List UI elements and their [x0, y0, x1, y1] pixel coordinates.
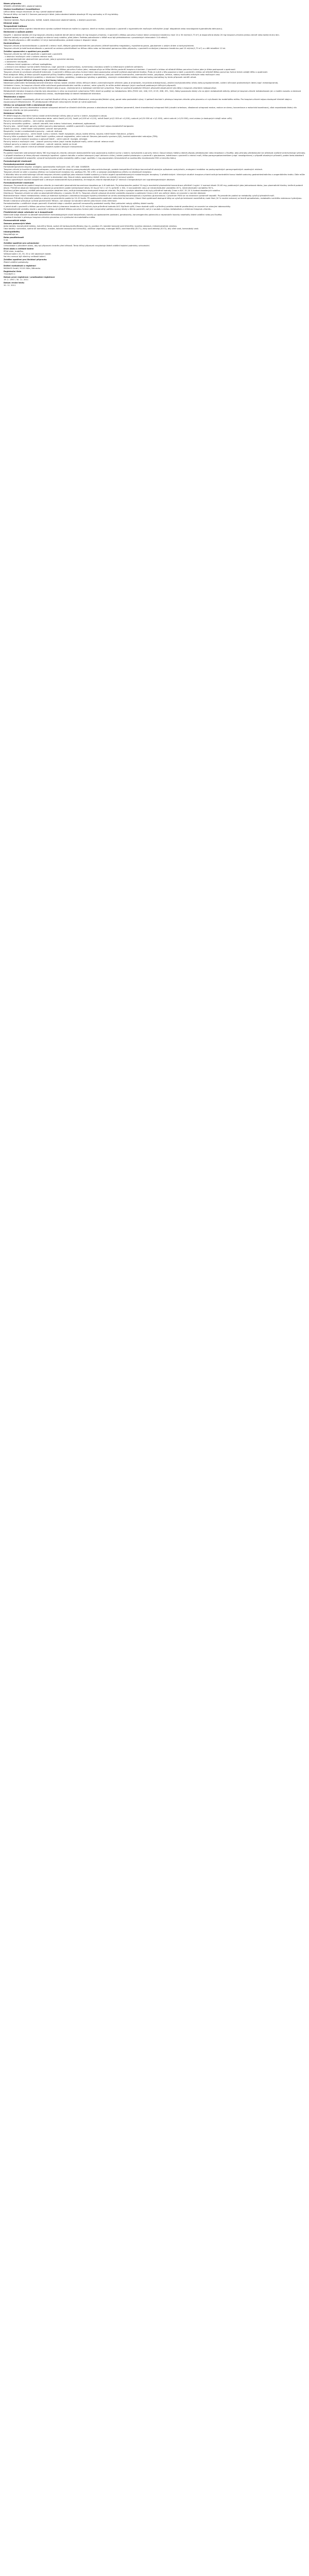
paragraph: Obalená tableta. Popis přípravku: hnědé, kulaté, bikonvexní obalené tablety, s lesklým povrchem.: [4, 19, 97, 22]
paragraph: Poruchy kůže a podkožní tkáně – méně časté: vyrážka; vzácné: angioedém; velmi vzácné: Stevens-Johnsonův syndrom (SJS), toxická epidermální nekrolýza (TEN).: [4, 135, 158, 138]
paragraph: - s obstrukcí močových cest s rizikem retence moči,: [4, 55, 53, 58]
section-heading: Registrační číslo: [4, 270, 22, 273]
paragraph: V případě intoxikace je třeba přijmout následující opatření: výplach žaludku a snížení absorpce (např. aktivním uhlím), lokální podání pilokarpinu u pacientů s glaukomem, katetrizace u pacientů s retencí moči, léčba parasympatomimetikem (např. neostigminem) v případě závažných příznaků, podání beta-blokátorů v případě nedostatečné odpovědi, výrazné tachykardie a/nebo nestability oběhu (např. zpočátku 1 mg propranololu intravenózně za současného monitorování EKG a krevního tlaku).: [4, 154, 304, 159]
section-heading: Farmakologické vlastnosti: [4, 160, 32, 162]
section-heading: Kontraindikace: [4, 42, 20, 44]
paragraph: U potkanů dochází k přestupu trospium-chloridu placentou a k vylučování do mateřského mléka.: [4, 216, 96, 218]
paragraph: Poruchy imunitního systému – není známo: anafylaxe.: [4, 120, 55, 123]
paragraph: Frekvence nežádoucích účinků je definována takto: velmi časté (≥1/10), časté (≥1/100 až <1/10), méně časté (≥1/1 000 až <1/100), vzácné (≥1/10 000 až <1/1 000), velmi vzácné (<1/10 000), není známo (z dostupných údajů nelze určit).: [4, 117, 233, 120]
paragraph: Inhibice absorpce trospium-chloridu léčivými látkami jako je guar, cholestyramin a kolestipol nemůže být vyloučena. Proto se současné podávání léčivých přípravků obsahujících tyto látky s trospium-chloridem nedoporučuje.: [4, 87, 217, 90]
paragraph: Obalené tablety se polykají celé a zapíjejí se sklenicí vody nalačno, před jídlem. Potřeba pokračování v léčbě musí být přehodnocena v pravidelných intervalech 3–6 měsíců.: [4, 36, 168, 39]
section-heading: Interakce s jinými léčivými přípravky a jiné formy interakce: [4, 79, 67, 82]
section-heading: Farmaceutické údaje: [4, 219, 26, 222]
section-heading: Dávkování a způsob podání: [4, 31, 33, 33]
paragraph: Biotransformace: Hlavní metabolickou cestou je esterová hydrolýza s následnou konjugací kyseliny benzilové za vzniku azoniaspironortropanolu s kyselinou glukuronovou. Cytochrom P450 se na clearance významně nepodílí. Po perorálním podání se metabolity vylučují převážně močí.: [4, 195, 275, 197]
paragraph: Vyšetření – velmi vzácné: mírné až středně závažné zvýšení sérových transamináz.: [4, 146, 83, 148]
paragraph: Dospělí: 1 obalená tableta (20 mg trospium-chloridu) dvakrát denně (denní dávka 40 mg trospium-chloridu). U pacientů s těžkou poruchou funkce ledvin (clearance kreatininu mezi 10 a 30 ml/min/1,73 m²) je doporučená dávka 20 mg trospium-chloridu jednou denně nebo každý druhý den.: [4, 33, 280, 36]
paragraph: Žádné zvláštní požadavky.: [4, 261, 29, 264]
paragraph: Obal tablety: sacharóza, sodná sůl karmelózy, mastek, koloidní bezvodý oxid křemičitý, uhličitan vápenatý, makrogol 8000, oxid titaničitý (E171), žlutý oxid železitý (E172), bílý včelí vosk, karnaubský vosk.: [4, 227, 199, 230]
section-heading: Držitel rozhodnutí o registraci: [4, 264, 36, 267]
paragraph: Trospium-chlorid se váže s vysokou afinitou na muskarinové receptory tzv. podtypy M1, M2 a M3, a vykazuje zanedbatelnou afinitu na nikotinové receptory.: [4, 171, 152, 173]
paragraph: Trospium-chlorid je kontraindikován u pacientů s retencí moči, těžkými gastrointestinálními poruchami (včetně toxického megakolon), myasthenia gravis, glaukomem s úzkým úhlem a tachyarytmiemi.: [4, 44, 195, 47]
paragraph: Vzhledem k tomu, že trospium-chlorid může ovlivňovat gastrointestinální motilitu a sekreci, nelze vyloučit, že může změnit absorpci jiných současně podávaných léčivých přípravků.: [4, 84, 176, 87]
paragraph: 73/106/97-C: [4, 273, 15, 275]
section-heading: Název přípravku: [4, 3, 22, 5]
section-heading: Léková forma: [4, 16, 19, 19]
section-heading: Farmakodynamické vlastnosti: [4, 163, 36, 165]
paragraph: PP/Al blistr, krabička.: [4, 250, 24, 253]
section-heading: Farmakokinetické vlastnosti: [4, 182, 34, 184]
paragraph: Metabolické interakce trospium-chloridu byly zkoumány in vitro na enzymech cytochromu P450, které se podílejí na metabolismu léčiv (P450 1A2, 2A6, 2C9, 2C19, 2D6, 2E1, 3A4). Nebyl pozorován žádný vliv na jejich metabolické aktivity. Jelikož je trospium-chlorid metabolizován jen v malém rozsahu a esterová hydrolýza je jedinou relevantní metabolickou cestou, nepředpokládají se žádné metabolické interakce.: [4, 90, 301, 95]
paragraph: - u kterých není žádoucí rychlá srdeční frekvence, např. pacienti s hypertyreózou, ischemickou chorobou srdeční a městnavým srdečním selháním.: [4, 66, 144, 69]
section-heading: Druh obalu a velikost balení: [4, 248, 34, 250]
section-heading: Účinky na schopnost řídit a obsluhovat stroje: [4, 104, 53, 106]
paragraph: Gastrointestinální poruchy – velmi časté: sucho v ústech; časté: dyspepsie, zácpa, bolest břicha, nauzea; méně časté: flatulence, průjem.: [4, 133, 135, 135]
paragraph: Trospium-chlorid je vylučován převážně ledvinami. U pacientů s těžkou poruchou funkce ledvin byla pozorována výrazně zvýšená plazmatická hladina. Proto je nutné u této populace a také u pacientů s lehkou až středně těžkou poruchou funkce ledvin zahájit léčbu s opatrností.: [4, 71, 268, 74]
paragraph: 5 let.: [4, 239, 9, 242]
section-heading: Zvláštní opatření pro likvidaci přípravku: [4, 259, 47, 261]
paragraph: Velikost balení: 20, 30, 50 a 100 obalených tablet.: [4, 253, 52, 256]
paragraph: Na trhu nemusí být všechny velikosti balení.: [4, 256, 46, 258]
paragraph: Celkové poruchy a reakce v místě aplikace – vzácné: astenie, bolest na hrudi.: [4, 143, 78, 146]
paragraph: Následující potenciální farmakodynamické interakce mohou nastat: zesílení účinku léčivých látek s anticholinergním účinkem (jako je amantadin, tricyklická antidepresiva), zesílení tachykardického účinku beta-sympatomimetik, snížení účinnosti prokinetických látek (např. metoklopramid).: [4, 82, 279, 84]
section-heading: Klinické údaje: [4, 22, 19, 25]
paragraph: - s autonomní neuropatií,: [4, 60, 28, 63]
paragraph: Absorpce: Po perorálním podání trospium-chloridu je maximální plazmatická koncentrace dosažena po 4–6 hodinách. Po jednorázovém podání 20 mg je maximální plazmatická koncentrace přibližně 4 ng/ml. V rozmezí dávek 20–60 mg, podávaných jako jednorázová dávka, jsou plazmatické hladiny úměrné podané dávce. Průměrná absolutní biologická dostupnost po perorálním podání jednorázové dávky 20 mg je 9,6 ± 4,5 % (průměr ± SD). V rovnovážném stavu je intraindividuální variabilita 16 %, interindividuální variabilita 36 %.: [4, 184, 303, 190]
section-heading: Zvláštní upozornění a opatření pro použití: [4, 50, 49, 53]
paragraph: Trospium-chlorid je kvartérní derivát nortropanu, a proto patří do skupiny parasympatolytik nebo anticholinergik, protože kompetitivně inhibuje koncentračně závislým způsobem acetylcholin, endogenní mediátor na postsynaptických parasympatických vazebných místech.: [4, 168, 263, 171]
paragraph: Srdeční poruchy – méně časté: tachykardie; vzácné: tachyarytmie.: [4, 128, 67, 130]
paragraph: Děti: Použití přípravku u dětí mladších 12 let je kontraindikováno, protože nejsou k dispozici údaje.: [4, 39, 98, 41]
paragraph: 19. 2. 1997 / 30. 11. 2011: [4, 278, 29, 281]
paragraph: Vzhledem k tomu, že nejsou k dispozici údaje u pacientů s těžkou poruchou funkce jater, nedoporučuje se léčba těchto pacientů trospium-chloridem. U pacientů s lehkou až středně těžkou poruchou funkce jater je třeba postupovat s opatrností.: [4, 69, 236, 71]
paragraph: - s hiátovou hernií spojenou s refluxní ezofagitidou,: [4, 63, 53, 66]
section-heading: Datum první registrace / prodloužení registrace: [4, 276, 55, 278]
paragraph: Před zahájením léčby je třeba vyloučit organické příčiny častého močení, urgence a urgentní inkontinence, jako jsou srdeční onemocnění, onemocnění ledvin, polydipsie, infekce, nádory močového měchýře nebo močových cest.: [4, 74, 220, 76]
paragraph: Eliminace: Průměrný eliminační poločas z plazmy po perorálním podání je 10–20 hodin. Při opakovaném podávání nedochází ke kumulaci. Hlavní část systémově dostupné látky se vylučuje ledvinami nezměněná, malá část (10 % renální exkrece) ve formě spiroalkoholu, metabolitu vzniklého esterovou hydrolýzou. Renální clearance převyšuje rychlost glomerulární filtrace, což ukazuje na tubulární sekreci jako hlavní cestu eliminace.: [4, 197, 302, 202]
paragraph: 30. 11. 2011: [4, 284, 16, 286]
paragraph: Léčivá látka: trospii chloridum 20 mg v jedné obalené tabletě.: [4, 11, 63, 13]
paragraph: Neuplatňuje se.: [4, 233, 19, 235]
paragraph: Současný příjem potravy, zvláště potravy s vysokým obsahem tuku, snižuje biologickou dostupnost trospium-chloridu. Po jídle s vysokým obsahem tuku byly průměrné hodnoty Cmax a AUC 15–20 % hodnot dosažených nalačno.: [4, 190, 220, 192]
section-heading: Inkompatibility: [4, 230, 20, 233]
paragraph: Poruchy nervového systému – vzácné: závratě; není známo: halucinace, zmatenost, agitovanost.: [4, 123, 96, 125]
paragraph: Poruchy ledvin a močových cest – vzácné: poruchy mikce (např. tvorba zbytkové moči); velmi vzácné: retence moči.: [4, 141, 114, 143]
section-heading: Terapeutické indikace: [4, 25, 27, 28]
paragraph: Poruchy svalové a kosterní soustavy a pojivové tkáně – velmi vzácné: myalgie, artralgie.: [4, 138, 88, 141]
paragraph: Ve dvou specifických studiích bezpečnosti u zdravých dobrovolníků bylo prokázáno, že trospium-chlorid neprodlužuje QT interval v terapeutických ani supraterapeutických dávkách.: [4, 179, 176, 181]
paragraph: Distribuce: Trospium-chlorid se váže na plazmatické bílkoviny v rozsahu 50–80 %. Trospium-chlorid vykazuje diurnální variabilitu expozice s poklesem Cmax a AUC pro večerní dávky ve srovnání s ranními dávkami.: [4, 192, 207, 195]
section-heading: Doba použitelnosti: [4, 236, 24, 239]
paragraph: Jádro tablety: monohydrát laktózy, kukuřičný škrob, sodná sůl karboxymethylškrobu (typ A), povidon 25, koloidní bezvodý oxid křemičitý, kyselina stearová, mikrokrystalická celulóza.: [4, 225, 177, 227]
paragraph: V jedné studii u pacientů s těžkou poruchou funkce ledvin (clearance kreatininu 8–32 ml/min) byla průměrná hodnota AUC čtyřikrát vyšší, Cmax dvakrát vyšší a průměrný poločas dvakrát prodloužený ve srovnání se zdravými dobrovolníky.: [4, 205, 231, 208]
paragraph: Respirační, hrudní a mediastinální poruchy – vzácné: dušnost.: [4, 130, 63, 133]
paragraph: Symptomatická léčba urgentní inkontinence a/nebo zvýšené frekvence močení a urgence, které se mohou vyskytovat u pacientů s hyperaktivním močovým měchýřem (např. idiopatická nebo neurologická hyperaktivita detruzoru).: [4, 28, 223, 30]
paragraph: V důsledku toho se anticholinergní účinek trospium-chloridu uplatňuje jako relaxace hladké svaloviny a funkcí orgánů zprostředkovaných muskarinovými receptory. V předklinických i klinických studiích trospium-chlorid snižuje kontraktilní tonus hladké svaloviny gastrointestinálního a urogenitálního traktu. Dále může inhibovat bronchiální sekreci, sekreci slin, pocení a akomodaci oka. Dosud nebyly pozorovány žádné účinky na centrální nervový systém.: [4, 173, 305, 178]
section-heading: Těhotenství a kojení: [4, 95, 25, 98]
paragraph: Uchovávejte v původním obalu, aby byl přípravek chráněn před vlhkostí. Tento léčivý přípravek nevyžaduje žádné zvláštní teplotní podmínky uchovávání.: [4, 245, 150, 247]
paragraph: Pomocné látky: viz bod 6.1 Seznam pomocných látek. Jedna obalená tableta obsahuje 95 mg sacharózy a 45 mg laktózy.: [4, 13, 118, 16]
paragraph: V zásadě mohou poruchy akomodace snižovat schopnost aktivně se účastnit silničního provozu a obsluhovat stroje. Vyšetření parametrů, které charakterizují schopnost řídit (vizuální orientace, všeobecná schopnost reakce, reakce ve stresu, koncentrace a motorická koordinace), však neprokázala žádný vliv trospium-chloridu na tyto parametry.: [4, 106, 297, 111]
section-heading: Nežádoucí účinky: [4, 112, 23, 114]
paragraph: Po podání maximální jednorázové dávky 360 mg trospium-chloridu zdravým dobrovolníkům bylo pozorováno zvýšení sucha v ústech, tachykardie a poruchy mikce. Dosud nebyly hlášeny žádné případy předávkování nebo intoxikace u člověka. Jako příznaky předávkování lze očekávat zvýšené anticholinergní příznaky.: [4, 151, 305, 154]
paragraph: SPASMO-URGENIN NEO, obalené tablety: [4, 5, 42, 8]
paragraph: Neklinické údaje získané na základě konvenčních farmakologických studií bezpečnosti, toxicity po opakovaném podávání, genotoxicity, kancerogenního potenciálu a reprodukční toxicity neodhalily žádné zvláštní riziko pro člověka.: [4, 213, 222, 216]
paragraph: Farmakokinetika u zvláštních skupin pacientů: Kinetické údaje u starších pacientů nenaznačily podstatné rozdíly. Mezi pohlavími nebyly zjištěny žádné rozdíly.: [4, 202, 154, 205]
paragraph: MADAUS GmbH, 51101 Köln, Německo: [4, 267, 41, 269]
paragraph: Poruchy oka – méně časté: poruchy vidění (poruchy akomodace), zvláště u pacientů s hypermetropií, kteří nejsou dostatečně korigováni.: [4, 125, 134, 128]
paragraph: Pacienti se vzácnými dědičnými problémy s intolerancí fruktózy, galaktózy, malabsorpcí glukózy a galaktózy, vrozeným nedostatkem laktázy nebo sacharázy-izomaltázy by tento přípravek neměli užívat.: [4, 76, 197, 79]
section-heading: Předávkování: [4, 149, 19, 151]
paragraph: Trospium-chlorid je také kontraindikován u pacientů se známou přecitlivělostí na léčivou látku nebo na kteroukoli pomocnou látku přípravku, u pacientů na dialýze (clearance kreatininu pod 10 ml/min/1,73 m²) a u dětí mladších 12 let.: [4, 47, 226, 49]
paragraph: Farmakoterapeutická skupina: urologika, spasmolytika močových cest. ATC kód: G04BD09.: [4, 165, 90, 168]
paragraph: Při léčbě trospium-chloridem mohou nastat anticholinergní účinky jako je sucho v ústech, dyspepsie a zácpa.: [4, 114, 108, 117]
paragraph: Trospium-chlorid by měl být používán s opatrností u pacientů:: [4, 53, 63, 55]
section-heading: Složení kvalitativní i kvantitativní: [4, 8, 40, 11]
section-heading: Seznam pomocných látek: [4, 222, 31, 225]
section-heading: Zvláštní opatření pro uchovávání: [4, 242, 39, 245]
paragraph: Farmakokinetické výsledky studie u pacientů s lehkou až středně těžkou poruchou funkce jater nenaznačují potřebu úpravy dávky u těchto pacientů, což je v souladu s úlohou metabolismu v eliminaci trospium-chloridu.: [4, 208, 212, 210]
section-heading: Předklinické údaje vztahující se k bezpečnosti: [4, 211, 53, 213]
document-body: [0, 0, 309, 287]
section-heading: Datum revize textu: [4, 281, 25, 284]
paragraph: - s gastrointestinálními obstrukčními poruchami, jako je pylorická stenóza,: [4, 58, 75, 60]
paragraph: Studie na zvířatech neprokázaly přímé ani nepřímé škodlivé účinky na průběh těhotenství, embryonální/fetální vývoj, porod nebo postnatální vývoj. U potkanů dochází k přestupu trospium-chloridu přes placentu a k vylučování do mateřského mléka. Pro trospium-chlorid nejsou dostupné klinické údaje o exponovaných těhotenstvích. Při předepisování těhotným nebo kojícím ženám je nutná opatrnost.: [4, 98, 292, 103]
